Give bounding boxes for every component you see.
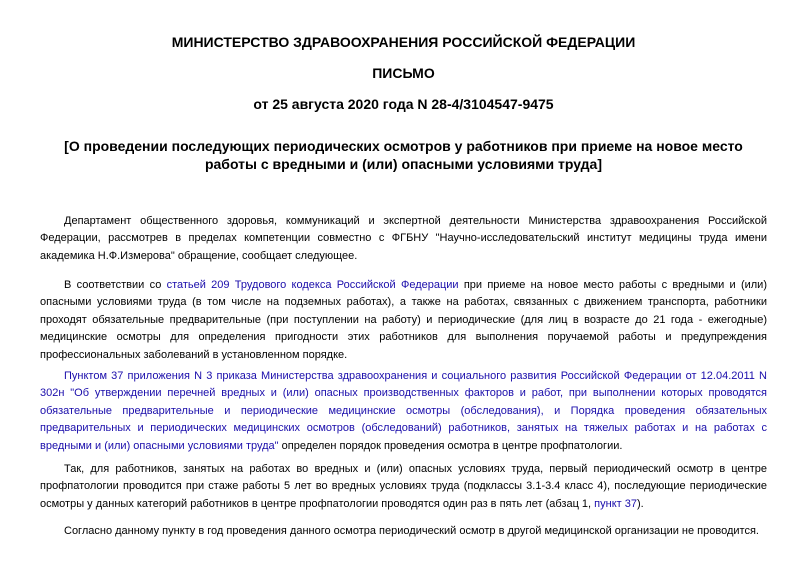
paragraph-intro: Департамент общественного здоровья, коммуникаций и экспертной деятельности Министерства здравоохранения Российской Федерации, рассмотрев в пределах компетенции совместно с ФГБНУ "Научно-исследовательский институт медицины труда имени академика Н.Ф.Измерова" обращение, сообщает следующее. bbox=[40, 215, 767, 262]
document-date-number: от 25 августа 2020 года N 28-4/3104547-9475 bbox=[253, 96, 554, 112]
item-37-link[interactable]: пункт 37 bbox=[594, 497, 637, 510]
paragraph-exam-schedule bbox=[40, 461, 767, 513]
ministry-heading: МИНИСТЕРСТВО ЗДРАВООХРАНЕНИЯ РОССИЙСКОЙ ФЕДЕРАЦИИ bbox=[171, 34, 636, 50]
order-302n-link[interactable]: Пунктом 37 приложения N 3 приказа Министерства здравоохранения и социального развития Российской Федерации от 12.04.2011 N 302н "Об утверждении перечней вредных и (или) опасных производственных факторов и работ, при выполнении которых проводятся обязательные предварительные и периодические медицинские осмотры (обследования), и Порядка проведения обязательных предварительных и периодических медицинских осмотров (обследований) работников, занятых на тяжелых работах и на работах с вредными и (или) опасными условиями труда" bbox=[40, 370, 767, 452]
document-subject: [О проведении последующих периодических осмотров у работников при приеме на новое место работы с вредными и (или) опасными условиями труда] bbox=[64, 138, 743, 172]
paragraph-text: определен порядок проведения осмотра в центре профпатологии. bbox=[278, 439, 623, 452]
document-type-heading: ПИСЬМО bbox=[372, 65, 435, 81]
paragraph-labor-code bbox=[40, 277, 767, 364]
paragraph-text: при приеме на новое место работы с вредными и (или) опасными условиями труда (в том числе на подземных работах), а также на работах, связанных с движением транспорта, работники проходят обязательные предварительные (при поступлении на работу) и периодические (для лиц в возрасте до 21 года - ежегодные) медицинские осмотры для определения пригодности этих работников для выполнения поручаемой работы и предупреждения профессиональных заболеваний в установленном порядке. bbox=[40, 279, 767, 361]
labor-code-article-209-link[interactable]: статьей 209 Трудового кодекса Российской Федерации bbox=[166, 279, 459, 291]
paragraph-order-302n bbox=[40, 368, 767, 455]
paragraph-conclusion: Согласно данному пункту в год проведения данного осмотра периодический осмотр в другой медицинской организации не проводится. bbox=[64, 525, 759, 537]
paragraph-text: Так, для работников, занятых на работах во вредных и (или) опасных условиях труда, первый периодический осмотр в центре профпатологии проводится при стаже работы 5 лет во вредных условиях труда (подклассы 3.1-3.4 класс 4), последующие периодические осмотры у данных категорий работников в центре профпатологии проводятся один раз в пять лет (абзац 1, bbox=[40, 463, 767, 510]
paragraph-text: ). bbox=[636, 497, 644, 510]
paragraph-text: В соответствии со bbox=[64, 279, 167, 291]
